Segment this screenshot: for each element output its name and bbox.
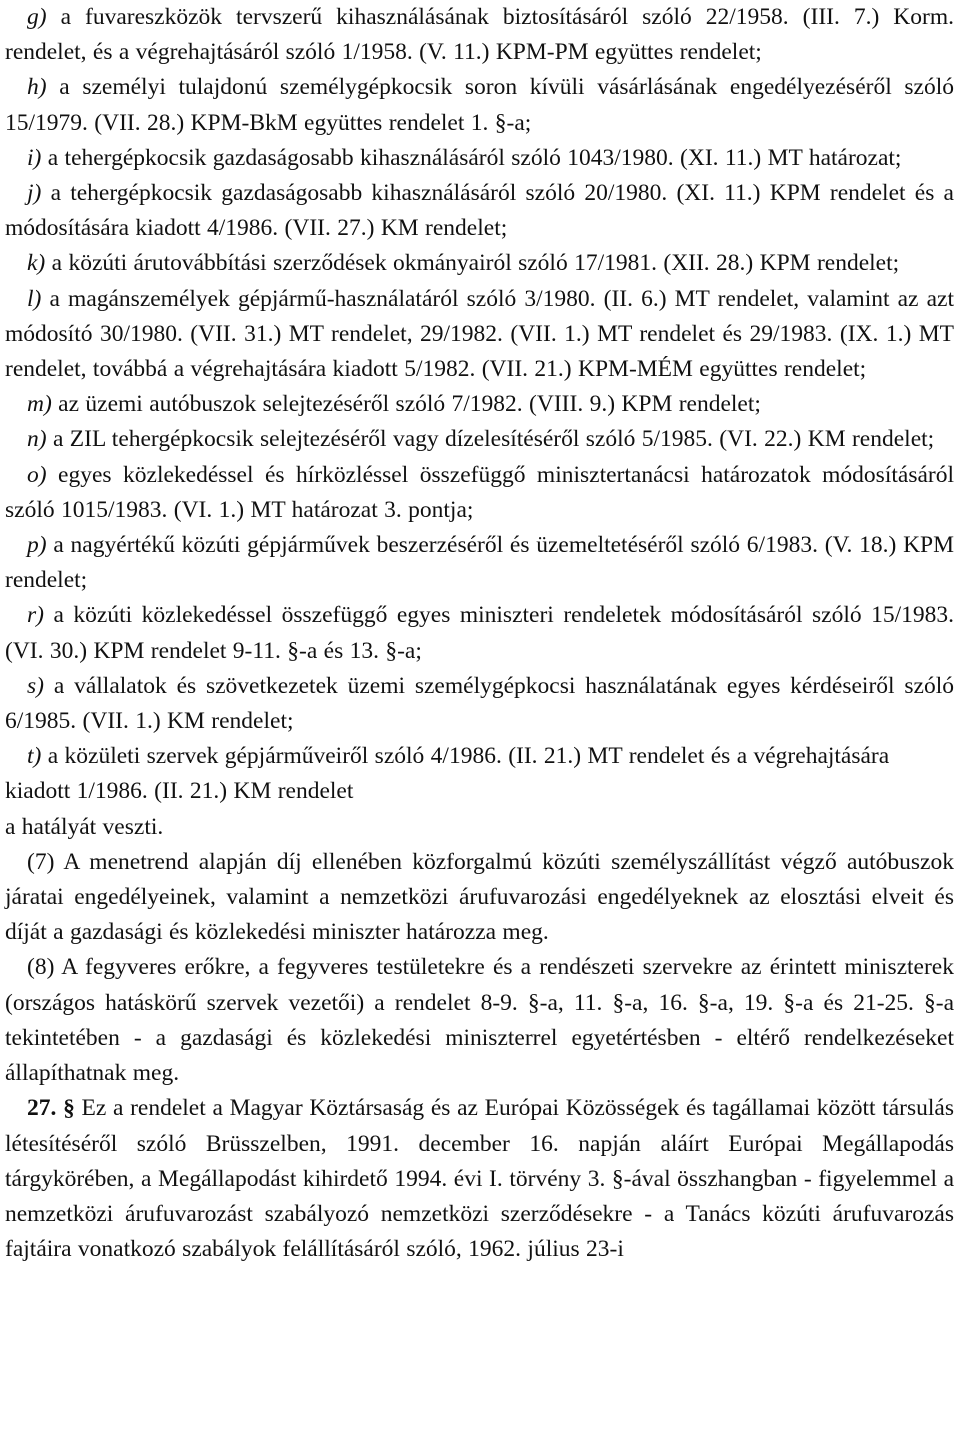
list-item bbox=[5, 70, 954, 140]
item-text: a személyi tulajdonú személygépkocsik soron kívüli vásárlásának engedélyezéséről szóló 15/1979. (VII. 28.) KPM-BkM együttes rendelet 1. §-a; bbox=[5, 74, 954, 136]
list-item bbox=[5, 528, 954, 598]
item-label: p) bbox=[27, 532, 47, 559]
list-item bbox=[5, 0, 954, 70]
item-text: egyes közlekedéssel és hírközléssel összefüggő minisztertanácsi határozatok módosításáról szóló 1015/1983. (VI. 1.) MT határozat 3. pontja; bbox=[5, 461, 954, 523]
item-label: r) bbox=[27, 602, 44, 629]
list-item bbox=[5, 176, 954, 246]
item-text: a tehergépkocsik gazdaságosabb kihasználásáról szóló 1043/1980. (XI. 11.) MT határozat; bbox=[47, 144, 902, 171]
item-label: m) bbox=[27, 391, 52, 418]
section-text: Ez a rendelet a Magyar Köztársaság és az Európai Közösségek és tagállamai között társulás létesítéséről szóló Brüsszelben, 1991. december 16. napján aláírt Európai Megállapodás tárgykörében, a Megállapodást kihirdető 1994. évi I. törvény 3. §-ával összhangban - figyelemmel a nemzetközi árufuvarozást szabályozó nemzetközi szerződésekre - a Tanács közúti árufuvarozás fajtáira vonatkozó szabályok felállításáról szóló, 1962. július 23-i bbox=[5, 1095, 954, 1263]
list-item bbox=[5, 422, 954, 457]
item-text: a tehergépkocsik gazdaságosabb kihasználásáról szóló 20/1980. (XI. 11.) KPM rendelet és a módosítására kiadott 4/1986. (VII. 27.) KM rendelet; bbox=[5, 180, 954, 242]
section-27 bbox=[5, 1091, 954, 1267]
item-label: g) bbox=[27, 4, 47, 30]
item-label: s) bbox=[27, 672, 44, 699]
item-text: a ZIL tehergépkocsik selejtezéséről vagy dízelesítéséről szóló 5/1985. (VI. 22.) KM rendelet; bbox=[52, 426, 935, 453]
closing-line: a hatályát veszti. bbox=[5, 813, 164, 840]
item-text: a nagyértékű közúti gépjárművek beszerzéséről és üzemeltetéséről szóló 6/1983. (V. 18.) KPM rendelet; bbox=[5, 532, 955, 594]
item-label: n) bbox=[27, 426, 47, 453]
item-text: a közületi szervek gépjárműveiről szóló 4/1986. (II. 21.) MT rendelet és a végrehajtására kiadott 1/1986. (II. 21.) KM rendelet bbox=[5, 743, 890, 805]
item-text: a fuvareszközök tervszerű kihasználásának biztosításáról szóló 22/1958. (III. 7.) Korm. rendelet, és a végrehajtásáról szóló 1/1958. (V. 11.) KPM-PM együttes rendelet; bbox=[5, 4, 955, 66]
list-item bbox=[5, 387, 954, 422]
paragraph-8: (8) A fegyveres erőkre, a fegyveres testületekre és a rendészeti szervekre az érintett miniszterek (országos hatáskörű szervek vezetői) a rendelet 8-9. §-a, 11. §-a, 16. §-a, 19. §-a és 21-25. §-a tekintetében - a gazdasági és közlekedési miniszterrel egyetértésben - eltérő rendelkezéseket állapíthatnak meg. bbox=[5, 954, 954, 1087]
item-text: a magánszemélyek gépjármű-használatáról szóló 3/1980. (II. 6.) MT rendelet, valamint az azt módosító 30/1980. (VII. 31.) MT rendelet, 29/1982. (VII. 1.) MT rendelet és 29/1983. (IX. 1.) MT rendelet, továbbá a végrehajtására kiadott 5/1982. (VII. 21.) KPM-MÉM együttes rendelet; bbox=[5, 285, 954, 383]
list-item bbox=[5, 739, 954, 809]
section-sign: § bbox=[63, 1095, 75, 1122]
list-item bbox=[5, 598, 954, 668]
list-item bbox=[5, 246, 954, 281]
list-item bbox=[5, 669, 954, 739]
list-item bbox=[5, 458, 954, 528]
list-item bbox=[5, 141, 954, 176]
item-label: l) bbox=[27, 285, 42, 312]
item-label: j) bbox=[27, 180, 42, 207]
item-text: a közúti közlekedéssel összefüggő egyes miniszteri rendeletek módosításáról szóló 15/1983. (VI. 30.) KPM rendelet 9-11. §-a és 13. §-a; bbox=[5, 602, 955, 664]
list-item bbox=[5, 282, 954, 388]
item-label: h) bbox=[27, 74, 47, 101]
item-text: a közúti árutovábbítási szerződések okmányairól szóló 17/1981. (XII. 28.) KPM rendelet; bbox=[51, 250, 900, 277]
item-text: a vállalatok és szövetkezetek üzemi személygépkocsi használatának egyes kérdéseiről szóló 6/1985. (VII. 1.) KM rendelet; bbox=[5, 672, 955, 735]
paragraph-7: (7) A menetrend alapján díj ellenében közforgalmú közúti személyszállítást végző autóbuszok járatai engedélyeinek, valamint a nemzetközi árufuvarozási engedélyeknek az elosztási elveit és díját a gazdasági és közlekedési miniszter határozza meg. bbox=[5, 848, 954, 946]
item-label: o) bbox=[27, 461, 47, 488]
item-label: t) bbox=[27, 743, 42, 770]
item-label: k) bbox=[27, 250, 46, 277]
section-number: 27. bbox=[27, 1095, 57, 1122]
item-label: i) bbox=[27, 144, 42, 171]
item-text: az üzemi autóbuszok selejtezéséről szóló 7/1982. (VIII. 9.) KPM rendelet; bbox=[58, 391, 761, 418]
